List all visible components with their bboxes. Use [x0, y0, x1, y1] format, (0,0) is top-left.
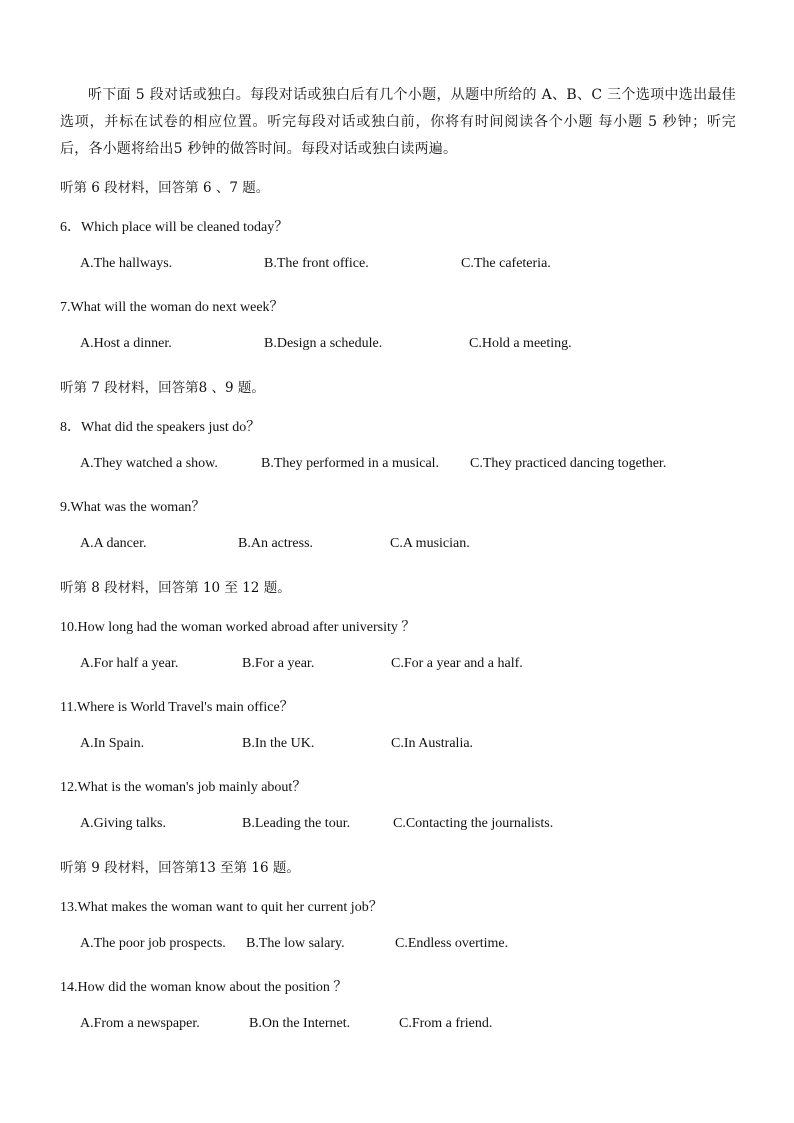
option-a: A.In Spain. — [80, 736, 145, 751]
option-c: C.Endless overtime. — [395, 936, 509, 951]
option-c: C.They practiced dancing together. — [470, 456, 667, 471]
option-c: C.Hold a meeting. — [469, 336, 572, 351]
option-b: B.In the UK. — [242, 736, 315, 751]
question-6: 6．Which place will be cleaned today？ — [60, 220, 289, 235]
option-b: B.They performed in a musical. — [261, 456, 440, 471]
section-header: 听第 8 段材料，回答第 10 至 12 题。 — [60, 580, 291, 596]
option-a: A.The poor job prospects. — [80, 936, 226, 951]
question-9: 9.What was the woman？ — [60, 500, 206, 515]
question-11: 11.Where is World Travel's main office？ — [60, 700, 294, 715]
option-b: B.Leading the tour. — [242, 816, 351, 831]
section-header: 听第 9 段材料，回答第13 至第 16 题。 — [60, 860, 300, 876]
option-a: A.They watched a show. — [80, 456, 218, 471]
option-c: C.A musician. — [390, 536, 470, 551]
option-c: C.For a year and a half. — [391, 656, 523, 671]
question-10: 10.How long had the woman worked abroad after university ？ — [60, 620, 416, 635]
option-b: B.An actress. — [238, 536, 314, 551]
option-a: A.A dancer. — [80, 536, 147, 551]
question-8: 8．What did the speakers just do？ — [60, 420, 261, 435]
question-7: 7.What will the woman do next week？ — [60, 300, 284, 315]
section-header: 听第 7 段材料，回答第8 、9 题。 — [60, 380, 265, 396]
option-a: A.Host a dinner. — [80, 336, 172, 351]
option-a: A.From a newspaper. — [80, 1016, 200, 1031]
option-a: A.Giving talks. — [80, 816, 166, 831]
option-b: B.On the Internet. — [249, 1016, 351, 1031]
option-c: C.Contacting the journalists. — [393, 816, 554, 831]
option-b: B.For a year. — [242, 656, 315, 671]
option-b: B.The low salary. — [246, 936, 345, 951]
question-13: 13.What makes the woman want to quit her current job？ — [60, 900, 383, 915]
option-c: C.The cafeteria. — [461, 256, 551, 271]
question-12: 12.What is the woman's job mainly about？ — [60, 780, 307, 795]
option-a: A.For half a year. — [80, 656, 179, 671]
section-header: 听第 6 段材料，回答第 6 、7 题。 — [60, 180, 270, 196]
option-a: A.The hallways. — [80, 256, 173, 271]
question-14: 14.How did the woman know about the position ？ — [60, 980, 348, 995]
option-b: B.The front office. — [264, 256, 369, 271]
option-b: B.Design a schedule. — [264, 336, 383, 351]
instructions-paragraph: 听下面 5 段对话或独白。每段对话或独白后有几个小题，从题中所给的 A、B、C 三个选项中选出最佳选项，并标在试卷的相应位置。听完每段对话或独白前，你将有时间阅读各个小题 每小题 5 秒钟；听完后，各小题将给出5 秒钟的做答时间。每段对话或独白读两遍。 — [60, 87, 736, 157]
option-c: C.From a friend. — [399, 1016, 493, 1031]
option-c: C.In Australia. — [391, 736, 474, 751]
